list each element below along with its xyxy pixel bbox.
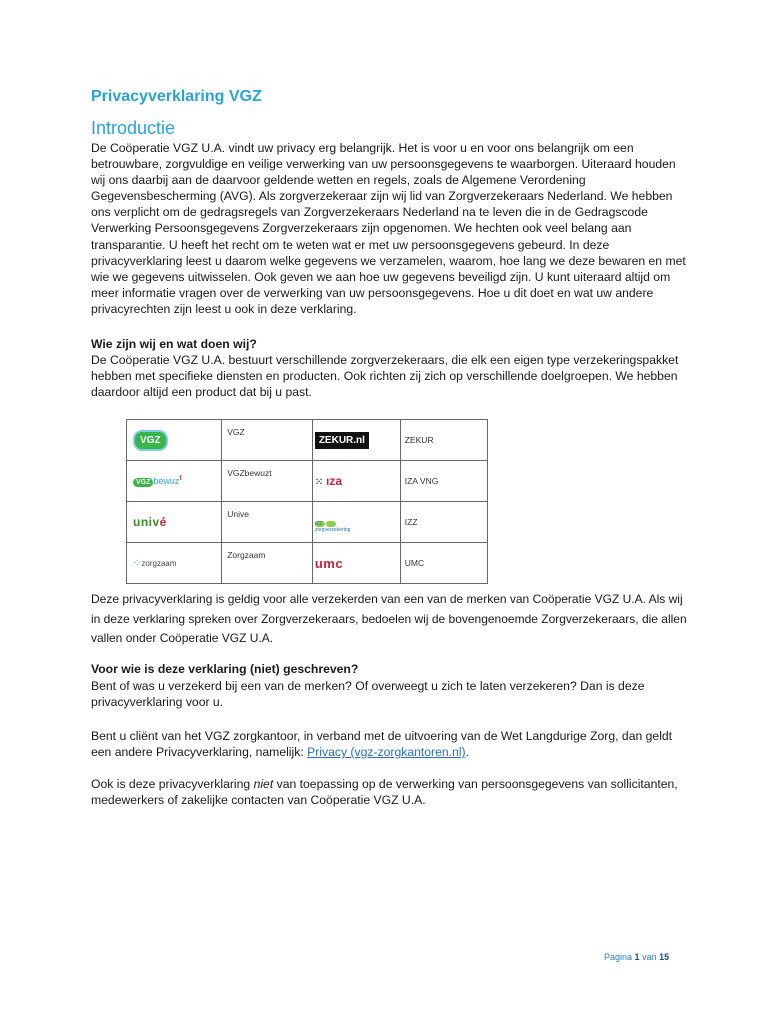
page-sep: van (642, 952, 657, 962)
brands-table (126, 419, 488, 584)
intro-paragraph: De Coöperatie VGZ U.A. vindt uw privacy erg belangrijk. Het is voor u en voor ons belangrijk om een betrouwbare, zorgvuldige en veilige verwerking van uw persoonsgegevens te waarborgen. Uiteraard houden wij ons daarbij aan de daarvoor geldende wetten en regels, zoals de Algemene Verordening Gegevensbescherming (AVG). Als zorgverzekeraar zijn wij lid van Zorgverzekeraars Nederland. We hebben ons verplicht om de gedragsregels van Zorgverzekeraars Nederland na te leven die in de Gedragscode Verwerking Persoonsgegevens Zorgverzekeraars zijn opgenomen. We hechten ook veel belang aan transparantie. U heeft het recht om te weten wat er met uw persoonsgegevens gebeurd. In deze privacyverklaring leest u daarom welke gegevens we verzamelen, waarom, hoe lang we deze bewaren en met wie we gegevens uitwisselen. Ook geven we aan hoe uw gegevens beveiligd zijn. U kunt uiteraard altijd om meer informatie vragen over de verwerking van uw persoonsgegevens. Hoe u dit doet en wat uw andere privacyrechten zijn leest u ook in deze verklaring. (91, 141, 686, 316)
unive-logo-cell (127, 502, 222, 543)
zorgzaam-logo-cell (127, 543, 222, 584)
page-label: Pagina (604, 952, 633, 962)
brand-name-cell: ZEKUR (400, 420, 487, 461)
page-number (604, 952, 669, 962)
vgzbewuzt-logo-cell (127, 461, 222, 502)
voor-paragraph: Bent of was u verzekerd bij een van de merken? Of overweegt u zich te laten verzekeren? Dan is deze privacyverklaring voor u. (91, 679, 645, 710)
brand-name-cell: VGZ (222, 420, 313, 461)
brand-name-cell: VGZbewuzt (222, 461, 313, 502)
unive-logo (133, 515, 167, 529)
client-paragraph (91, 728, 691, 760)
brand-name-cell: UMC (400, 543, 487, 584)
iza-logo-text: ıza (326, 474, 343, 488)
zorgzaam-logo (133, 559, 177, 568)
document-title: Privacyverklaring VGZ (91, 88, 262, 105)
table-row (127, 420, 488, 461)
brand-name-cell: IZZ (400, 502, 487, 543)
client-text-end: . (465, 745, 469, 760)
vgz-logo: VGZ (133, 430, 168, 451)
umc-logo-cell (312, 543, 400, 584)
izz-logo-cell (312, 502, 400, 543)
vgz-logo-cell (127, 420, 222, 461)
intro-heading: Introductie (91, 118, 176, 138)
brand-name-cell: Unive (222, 502, 313, 543)
zorgzaam-mark-icon: ⁘ (133, 557, 142, 569)
table-row (127, 461, 488, 502)
ook-paragraph (91, 776, 691, 808)
vgzbewuzt-logo-text: bewuz (153, 476, 180, 486)
iza-logo (315, 474, 342, 488)
total-pages: 15 (659, 952, 670, 962)
ook-emphasis: niet (253, 777, 274, 791)
current-page: 1 (634, 952, 640, 962)
iza-logo-cell (312, 461, 400, 502)
ook-text: Ook is deze privacyverklaring (91, 777, 254, 791)
client-text: Bent u cliënt van het VGZ zorgkantoor, in verband met de uitvoering van de Wet Langdurige Zorg, dan geldt een andere Privacyverklaring, namelijk: (91, 729, 673, 760)
geldig-paragraph: Deze privacyverklaring is geldig voor alle verzekerden van een van de merken van Coöperatie VGZ U.A. Als wij in deze verklaring spreken over Zorgverzekeraars, bedoelen wij de bovengenoemde Zorgverzekeraars, die allen vallen onder Coöperatie VGZ U.A. (91, 592, 687, 645)
izz-logo (314, 520, 351, 533)
vgzbewuzt-badge: VGZ (133, 478, 153, 487)
unive-logo-text: univ (133, 515, 160, 529)
brand-name-cell: IZA VNG (400, 461, 487, 502)
izz-logo-text: IZZ zorgverzekering (314, 520, 351, 533)
izz-mark-icon (326, 521, 336, 527)
voor-heading: Voor wie is deze verklaring (niet) geschreven? (91, 662, 359, 676)
ook-text-end: van toepassing op de verwerking van persoonsgegevens van sollicitanten, medewerkers of zakelijke contacten van Coöperatie VGZ U.A. (91, 777, 678, 808)
brand-name-cell: Zorgzaam (222, 543, 313, 584)
unive-logo-accent: é (159, 515, 167, 529)
zekur-logo: ZEKUR.nl (315, 432, 369, 449)
privacy-zorgkantoren-link[interactable]: Privacy (vgz-zorgkantoren.nl) (307, 745, 466, 760)
vgzbewuzt-logo-suffix: t (179, 475, 182, 482)
vgzbewuzt-logo (153, 476, 181, 486)
umc-logo: umc (314, 555, 344, 571)
zekur-logo-cell (312, 420, 400, 461)
iza-mark-icon: ⁙ (314, 477, 326, 488)
table-row (127, 502, 488, 543)
table-row (127, 543, 488, 584)
wie-paragraph: De Coöperatie VGZ U.A. bestuurt verschillende zorgverzekeraars, die elk een eigen type verzekeringspakket hebben met specifieke diensten en producten. Ook richten zij zich op verschillende doelgroepen. We hebben daardoor altijd een product dat bij u past. (91, 353, 679, 400)
wie-heading: Wie zijn wij en wat doen wij? (91, 337, 257, 351)
zorgzaam-logo-text: zorgzaam (141, 558, 177, 568)
